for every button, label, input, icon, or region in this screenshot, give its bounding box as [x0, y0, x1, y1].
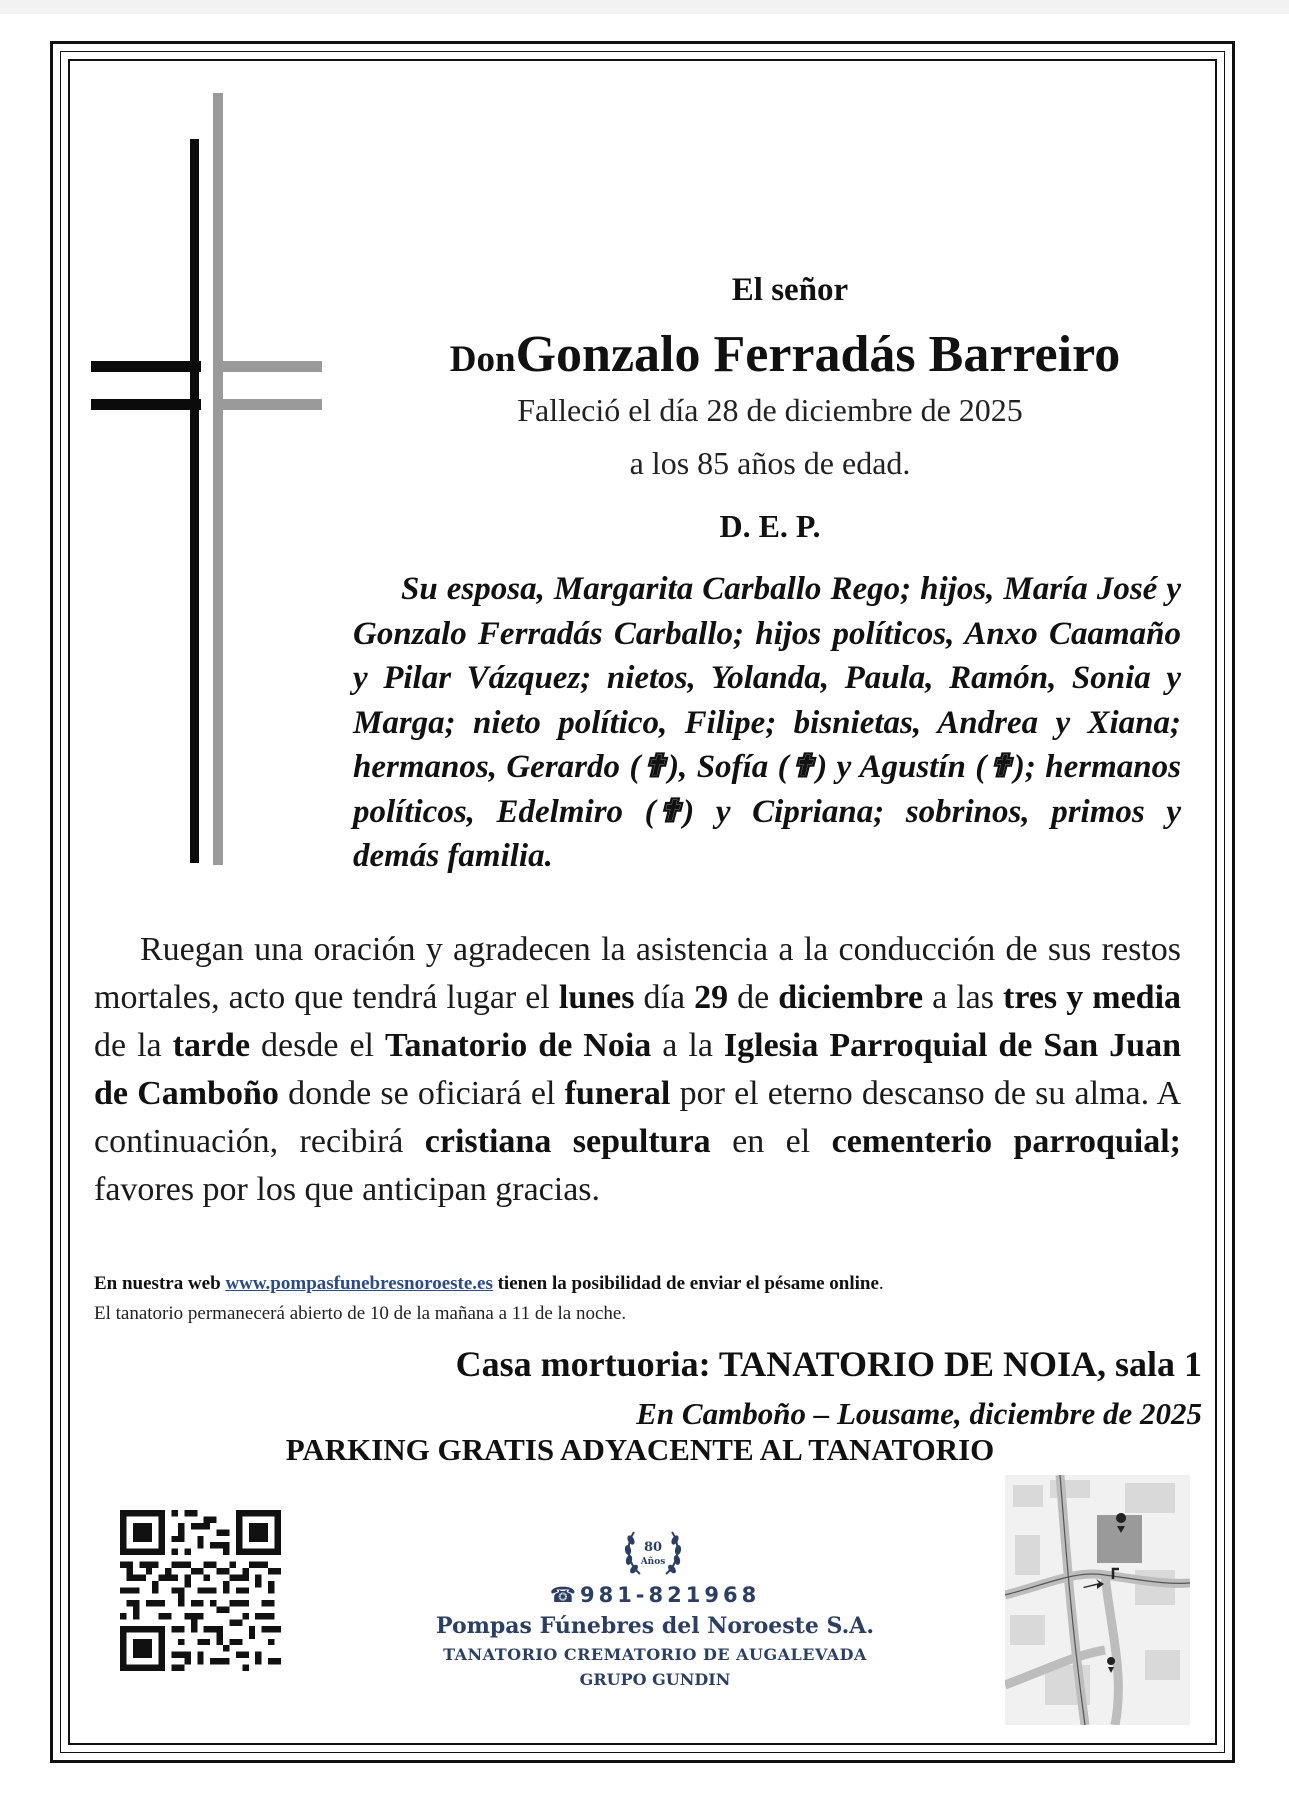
top-band [0, 0, 1289, 14]
parking-notice: PARKING GRATIS ADYACENTE AL TANATORIO [285, 1432, 995, 1467]
deceased-cross-icon: ✟ [788, 749, 817, 785]
cross-gray-arm-lower [213, 399, 322, 410]
group-name: GRUPO GUNDIN [579, 1670, 731, 1689]
ceremony-church: Iglesia Parroquial de San Juan de Camboño [94, 1027, 1182, 1112]
ceremony-text: por el eterno descanso de su alma. A continuación, recibirá [94, 1075, 1181, 1160]
ceremony-text: desde el [250, 1027, 385, 1064]
deceased-cross-icon: ✟ [986, 749, 1014, 785]
ceremony-text: favores por los que anticipan gracias. [94, 1171, 601, 1208]
funeral-home: Casa mortuoria: TANATORIO DE NOIA, sala 1 [455, 1344, 1202, 1384]
anniversary-badge-icon [620, 1520, 686, 1586]
web-suffix: tienen la posibilidad de enviar el pésame online [492, 1273, 879, 1294]
ceremony-origin: Tanatorio de Noia [384, 1027, 652, 1064]
ceremony-text: en el [710, 1123, 832, 1160]
ceremony-text: donde se oficiará el [278, 1075, 565, 1112]
family-text-4: ); hermanos políticos, Edelmiro ( [353, 749, 1182, 830]
intro-text: El señor [731, 272, 849, 308]
opening-hours: El tanatorio permanecerá abierto de 10 de la mañana a 11 de la noche. [94, 1303, 627, 1324]
location-map[interactable] [1005, 1475, 1190, 1725]
ceremony-text: día [634, 979, 695, 1016]
company-name: Pompas Fúnebres del Noroeste S.A. [436, 1613, 874, 1639]
cross-black-vertical [190, 139, 199, 863]
phone-line[interactable] [430, 1583, 880, 1607]
family-text-3: ) y Agustín ( [816, 749, 987, 785]
web-condolence-line [94, 1273, 1194, 1295]
cross-gray-arm-upper [213, 361, 322, 372]
badge-years-label: Años [640, 1557, 666, 1567]
deceased-cross-icon: ✟ [640, 749, 669, 785]
family-paragraph [353, 567, 1181, 879]
telephone-icon: ☎ [549, 1583, 580, 1607]
family-text-5: ) y Cipriana; sobrinos, primos y demás familia. [353, 793, 1181, 874]
deceased-name-line [370, 325, 1200, 384]
place-date: En Camboño – Lousame, diciembre de 2025 [636, 1396, 1202, 1431]
ceremony-day: lunes [558, 979, 635, 1016]
cross-black-arm-upper [91, 361, 201, 372]
ceremony-cemetery: cementerio parroquial; [831, 1123, 1182, 1160]
website-link[interactable]: www.pompasfunebresnoroeste.es [225, 1273, 493, 1294]
cross-black-arm-lower [91, 399, 201, 410]
badge-years-number: 80 [643, 1540, 663, 1555]
phone-number: 981-821968 [579, 1583, 761, 1607]
cross-gray-vertical [213, 93, 223, 865]
ceremony-time: tres y media [1003, 979, 1182, 1016]
qr-code[interactable] [120, 1510, 281, 1671]
honorific: Don [449, 339, 516, 380]
ceremony-month: diciembre [778, 979, 924, 1016]
ceremony-burial: cristiana sepultura [424, 1123, 711, 1160]
family-text-1: Su esposa, Margarita Carballo Rego; hijos, María José y Gonzalo Ferradás Carballo; hijos políticos, Anxo Caamaño y Pilar Vázquez; nietos, Yolanda, Paula, Ramón, Sonia y Marga; nieto político, Filipe; bisnietas, Andrea y Xiana; hermanos, Gerardo ( [353, 571, 1181, 785]
ceremony-text: de la [94, 1027, 173, 1064]
crematorium-name: TANATORIO CREMATORIO DE AUGALEVADA [443, 1645, 867, 1664]
deceased-cross-icon: ✟ [655, 793, 684, 830]
ceremony-period: tarde [172, 1027, 251, 1064]
web-prefix: En nuestra web [94, 1273, 226, 1294]
ceremony-text: a la [651, 1027, 724, 1064]
ceremony-text: Ruegan una oración y agradecen la asistencia a la conducción de sus restos mortales, acto que tendrá lugar el [94, 931, 1181, 1016]
web-period: . [878, 1273, 884, 1294]
death-date: Falleció el día 28 de diciembre de 2025 [517, 392, 1023, 428]
ceremony-text: de [728, 979, 779, 1016]
dep-text: D. E. P. [719, 508, 821, 544]
ceremony-paragraph [94, 926, 1181, 1214]
family-text-2: ), Sofía ( [668, 749, 789, 785]
ceremony-text: a las [923, 979, 1004, 1016]
age-line: a los 85 años de edad. [629, 445, 911, 481]
ceremony-funeral: funeral [564, 1075, 671, 1112]
deceased-name: Gonzalo Ferradás Barreiro [515, 326, 1121, 383]
ceremony-date: 29 [694, 979, 729, 1016]
